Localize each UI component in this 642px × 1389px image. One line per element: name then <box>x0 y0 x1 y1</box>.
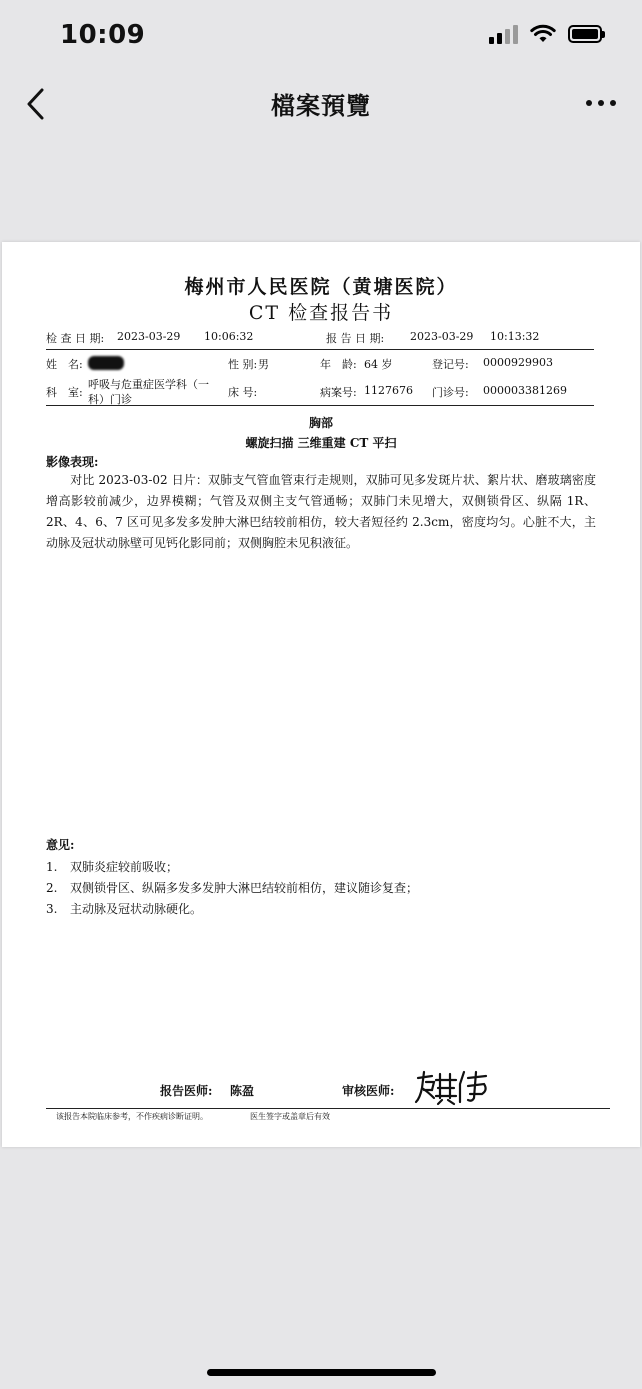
report-date: 2023-03-29 <box>410 330 474 343</box>
sex-value: 男 <box>258 358 269 371</box>
battery-icon <box>568 25 602 43</box>
clinic-number: 000003381269 <box>483 384 567 397</box>
reviewer-signature <box>412 1068 492 1106</box>
hospital-name: 梅州市人民医院（黄塘医院） <box>184 276 458 298</box>
report-time: 10:13:32 <box>490 330 540 343</box>
opinion-item: 3. 主动脉及冠状动脉硬化。 <box>46 902 203 916</box>
age-label: 年 龄: <box>320 358 357 371</box>
wifi-icon <box>530 24 556 44</box>
department-line-2: 科）门诊 <box>88 393 132 406</box>
exam-method: 螺旋扫描 三维重建 CT 平扫 <box>245 436 397 450</box>
findings-label: 影像表现: <box>46 455 99 469</box>
cellular-signal-icon <box>489 24 518 44</box>
exam-date: 2023-03-29 <box>117 330 181 343</box>
report-date-label: 报 告 日 期: <box>326 332 385 345</box>
exam-time: 10:06:32 <box>204 330 254 343</box>
case-number: 1127676 <box>364 384 413 397</box>
bed-label: 床 号: <box>228 386 258 399</box>
status-time: 10:09 <box>60 20 146 50</box>
department-line-1: 呼吸与危重症医学科（一 <box>88 378 209 391</box>
exam-date-label: 检 查 日 期: <box>46 332 105 345</box>
footer-note-validity: 医生签字或盖章后有效 <box>250 1112 330 1121</box>
status-icons <box>489 24 602 44</box>
signature-divider <box>46 1108 610 1109</box>
sex-label: 性 别: <box>228 358 258 371</box>
more-options-icon[interactable] <box>586 100 616 106</box>
opinion-item: 2. 双侧锁骨区、纵隔多发多发肿大淋巴结较前相仿，建议随诊复查； <box>46 881 419 895</box>
registration-label: 登记号: <box>432 358 469 371</box>
divider <box>46 405 594 406</box>
opinion-label: 意见: <box>46 838 75 852</box>
reporter-label: 报告医师: <box>160 1084 213 1098</box>
opinion-item: 1. 双肺炎症较前吸收； <box>46 860 179 874</box>
document-page <box>2 242 640 1147</box>
reporter-name: 陈盈 <box>230 1084 255 1098</box>
reviewer-label: 审核医师: <box>342 1084 395 1098</box>
page-title: 檔案預覽 <box>271 92 371 120</box>
exam-part: 胸部 <box>308 416 333 430</box>
findings-text: 对比 2023-03-02 日片：双肺支气管血管束行走规则，双肺可见多发斑片状、絮片状、磨玻璃密度增高影较前减少，边界模糊；气管及双侧主支气管通畅；双肺门未见增大，双侧锁骨区、纵隔 1R、2R、4、6、7 区可见多发多发肿大淋巴结较前相仿，较大者短径约 2.3cm，密度均匀。心脏不大，主动脉及冠状动脉壁可见钙化影同前；双侧胸腔未见积液征。 <box>46 473 596 550</box>
department-label: 科 室: <box>46 386 83 399</box>
clinic-number-label: 门诊号: <box>432 386 469 399</box>
report-title: CT 检查报告书 <box>248 302 394 324</box>
age-value: 64 岁 <box>364 358 393 371</box>
home-indicator[interactable] <box>207 1369 436 1376</box>
registration-number: 0000929903 <box>483 356 553 369</box>
redacted-name <box>88 352 124 371</box>
name-label: 姓 名: <box>46 358 83 371</box>
footer-note: 该报告本院临床参考，不作疾病诊断证明。 <box>56 1112 208 1121</box>
case-number-label: 病案号: <box>320 386 357 399</box>
divider <box>46 349 594 350</box>
